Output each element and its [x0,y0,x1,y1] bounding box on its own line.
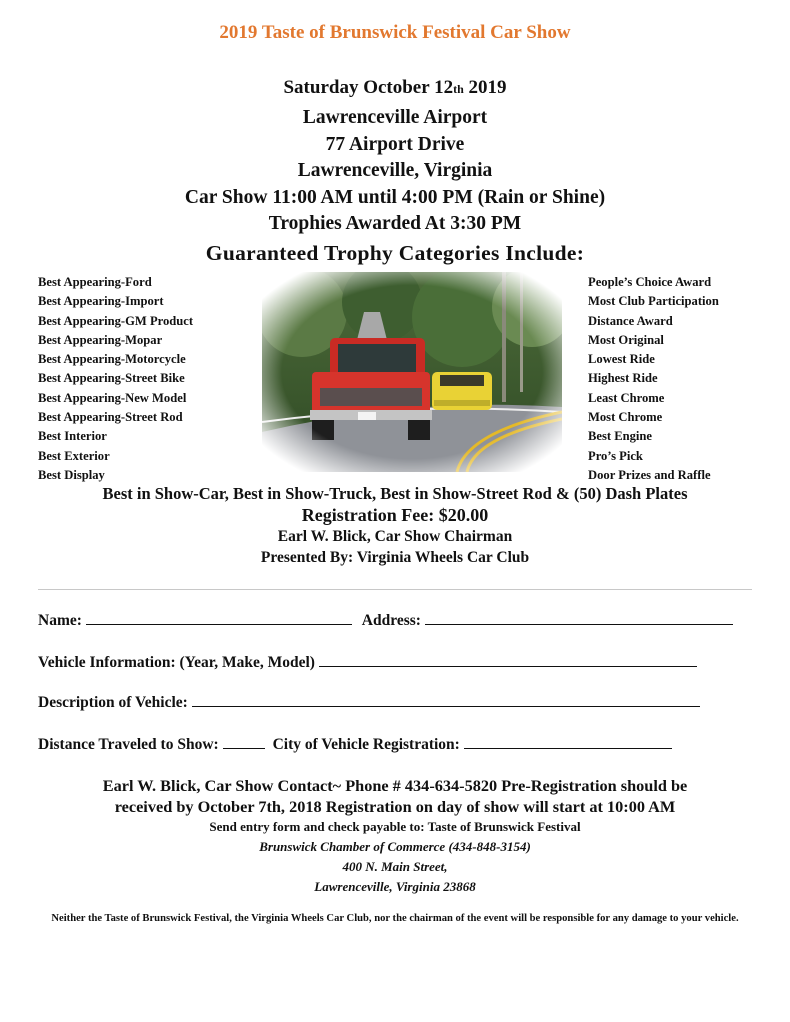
city-field[interactable] [464,734,672,749]
section-divider [38,589,752,590]
event-year: 2019 [463,77,507,98]
city-zip-line: Lawrenceville, Virginia 23868 [314,879,476,894]
name-field[interactable] [86,610,352,625]
chamber-line: Brunswick Chamber of Commerce (434-848-3154) [259,839,531,854]
form-row-distance-city [38,734,672,754]
show-hours: Car Show 11:00 AM until 4:00 PM (Rain or Shine) [184,186,606,208]
distance-label: Distance Traveled to Show: [38,736,219,753]
date-ordinal-suffix: th [453,82,464,96]
category-item: Pro’s Pick [588,448,643,463]
summary-block [0,483,790,568]
distance-field[interactable] [223,734,265,749]
send-entry-line: Send entry form and check payable to: Taste of Brunswick Festival [209,819,581,834]
category-item: Door Prizes and Raffle [588,467,711,482]
flyer-title: 2019 Taste of Brunswick Festival Car Show [219,22,571,43]
form-row-name-address [38,610,733,630]
vehicle-info-field[interactable] [319,652,697,667]
category-item: Best Appearing-GM Product [38,313,194,328]
category-item: Best Appearing-New Model [38,390,187,405]
category-item: Best Exterior [38,448,110,463]
categories-right-list [588,273,719,485]
liability-disclaimer: Neither the Taste of Brunswick Festival, the Virginia Wheels Car Club, nor the chairman of the event will be responsible for any damage to your vehicle. [51,913,739,924]
category-item: People’s Choice Award [588,275,712,289]
category-item: Best Engine [588,429,653,444]
address-field[interactable] [425,610,733,625]
description-label: Description of Vehicle: [38,694,188,711]
category-item: Most Chrome [588,410,663,425]
category-item: Best Appearing-Street Rod [38,410,183,425]
category-item: Best Appearing-Mopar [38,332,163,347]
form-row-description [38,692,700,712]
category-item: Best Appearing-Import [38,294,164,309]
contact-block [0,775,790,897]
address-label: Address: [361,612,421,629]
categories-left-list [38,273,193,485]
category-item: Best Display [38,467,105,482]
contact-line-2: received by October 7th, 2018 Registration on day of show will start at 10:00 AM [114,797,676,816]
cars-on-road-image [262,272,562,472]
event-date [0,77,790,99]
category-item: Best Appearing-Street Bike [38,371,185,386]
category-item: Most Club Participation [588,294,719,309]
event-details [0,105,790,238]
car-show-photo [262,272,562,472]
category-item: Most Original [588,332,664,347]
registration-fee: Registration Fee: $20.00 [301,505,489,525]
category-item: Lowest Ride [588,352,655,367]
category-item: Best Appearing-Motorcycle [38,352,186,367]
categories-heading: Guaranteed Trophy Categories Include: [205,241,585,265]
category-item: Least Chrome [588,390,665,405]
category-item: Highest Ride [588,371,658,386]
form-row-vehicle-info [38,652,697,672]
vehicle-info-label: Vehicle Information: (Year, Make, Model) [38,654,315,671]
city-label: City of Vehicle Registration: [272,736,460,753]
name-label: Name: [38,612,82,629]
venue-name: Lawrenceville Airport [302,107,488,128]
contact-line-1: Earl W. Blick, Car Show Contact~ Phone # 434-634-5820 Pre-Registration should be [102,776,688,795]
category-item: Best Interior [38,429,107,444]
trophy-time: Trophies Awarded At 3:30 PM [268,213,522,234]
street-line: 400 N. Main Street, [342,859,448,874]
best-in-show-line: Best in Show-Car, Best in Show-Truck, Best in Show-Street Rod & (50) Dash Plates [102,484,688,503]
category-item: Distance Award [588,313,673,328]
presented-by-line: Presented By: Virginia Wheels Car Club [260,549,530,566]
category-item: Best Appearing-Ford [38,275,152,289]
venue-city: Lawrenceville, Virginia [297,160,493,181]
venue-street: 77 Airport Drive [325,133,465,155]
chairman-line: Earl W. Blick, Car Show Chairman [277,528,513,545]
description-field[interactable] [192,692,700,707]
event-date-text: Saturday October 12 [283,77,454,98]
